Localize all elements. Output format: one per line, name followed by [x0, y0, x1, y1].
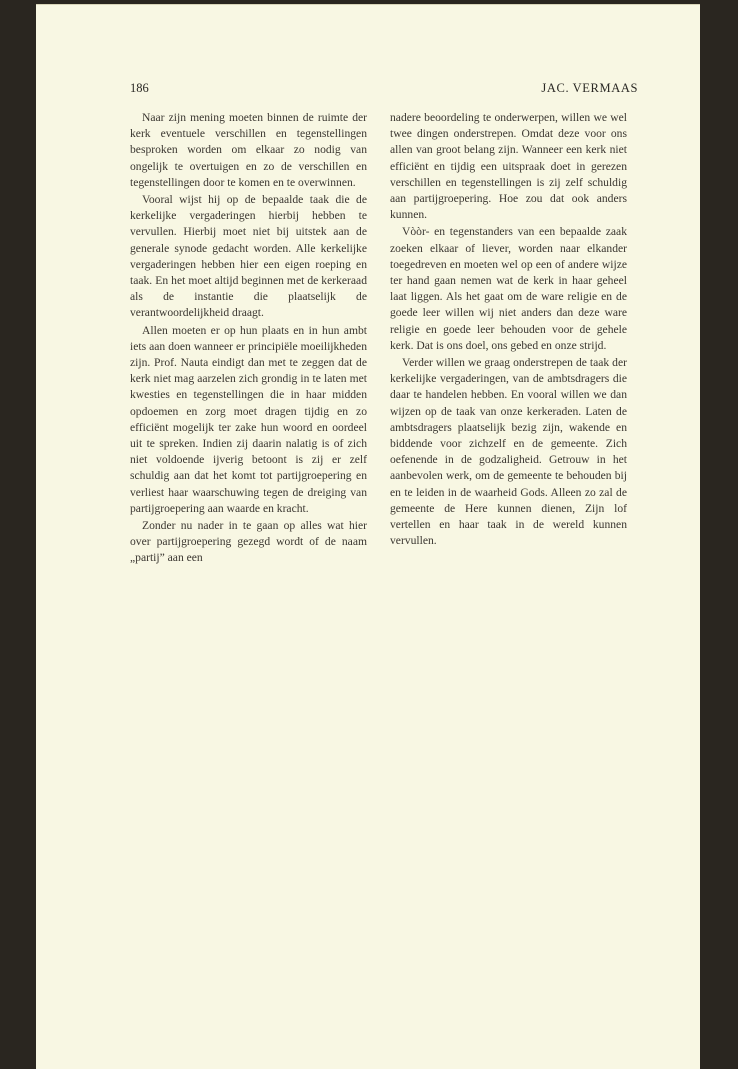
right-text-column	[390, 110, 627, 550]
paragraph: Verder willen we graag onderstrepen de taak der kerkelijke vergaderingen, van de ambtsdragers die daar te handelen hebben. En vooral willen we dan wijzen op de taak van onze kerkeraden. Laten de ambtsdragers plaatselijk bezig zijn, wakende en biddende voor zichzelf en de gemeente. Zich oefenende in de godzaligheid. Getrouw in het aanbevolen werk, om de gemeente te behouden bij en te leiden in de waarheid Gods. Alleen zo zal de gemeente de Here kunnen dienen, Zijn lof vertellen en haar taak in de wereld kunnen vervullen.	[390, 356, 627, 548]
page-header	[130, 81, 638, 97]
paragraph: Vòòr- en tegenstanders van een bepaalde zaak zoeken elkaar of liever, worden naar elkander toegedreven en moeten wel op een of andere wijze ter hand gaan nemen wat de kerk in haar geheel laat liggen. Als het gaat om de ware religie en de goede leer willen wij niet anders dan deze ware religie en goede leer behouden voor de gehele kerk. Dat is ons doel, ons gebed en onze strijd.	[390, 225, 627, 352]
left-text-column	[130, 110, 367, 568]
paragraph: Naar zijn mening moeten binnen de ruimte der kerk eventuele verschillen en tegenstellingen besproken worden om elkaar zo nodig van ongelijk te overtuigen en zo de verschillen en tegenstellingen door te komen en te overwinnen.	[130, 111, 367, 189]
page-number: 186	[130, 81, 149, 95]
book-page	[36, 4, 700, 1069]
paragraph: Vooral wijst hij op de bepaalde taak die de kerkelijke vergaderingen hierbij hebben te vervullen. Hierbij moet niet bij uitstek aan de generale synode gedacht worden. Alle kerkelijke vergaderingen hebben hier een eigen roeping en taak. En het moet altijd beginnen met de kerkeraad als de instantie die plaatselijk de verantwoordelijkheid draagt.	[130, 193, 367, 320]
running-head-author: JAC. VERMAAS	[541, 81, 638, 95]
paragraph: Allen moeten er op hun plaats en in hun ambt iets aan doen wanneer er principiële moeilijkheden zijn. Prof. Nauta eindigt dan met te zeggen dat de kerk niet mag aarzelen zich grondig in te laten met kwesties en tegenstellingen die in haar midden opdoemen en zorg moet dragen tijdig en zo efficiënt mogelijk ter zake hun woord en oordeel uit te spreken. Indien zij daarin nalatig is of zich niet voldoende ijverig betoont is zij er zelf schuldig aan dat het komt tot partijgroepering en verliest haar waarschuwing tegen de dreiging van partijgroepering aan waarde en kracht.	[130, 323, 367, 515]
paragraph: Zonder nu nader in te gaan op alles wat hier over partijgroepering gezegd wordt of de naam „partij” aan een	[130, 519, 367, 565]
paragraph-continued: nadere beoordeling te onderwerpen, willen we wel twee dingen onderstrepen. Omdat deze voor ons allen van groot belang zijn. Wanneer een kerk niet efficiënt en tijdig een uitspraak doet in gerezen verschillen en tegenstellingen is zij zelf schuldig aan partijgroepering. Hoe zou dat ook anders kunnen.	[390, 111, 627, 222]
